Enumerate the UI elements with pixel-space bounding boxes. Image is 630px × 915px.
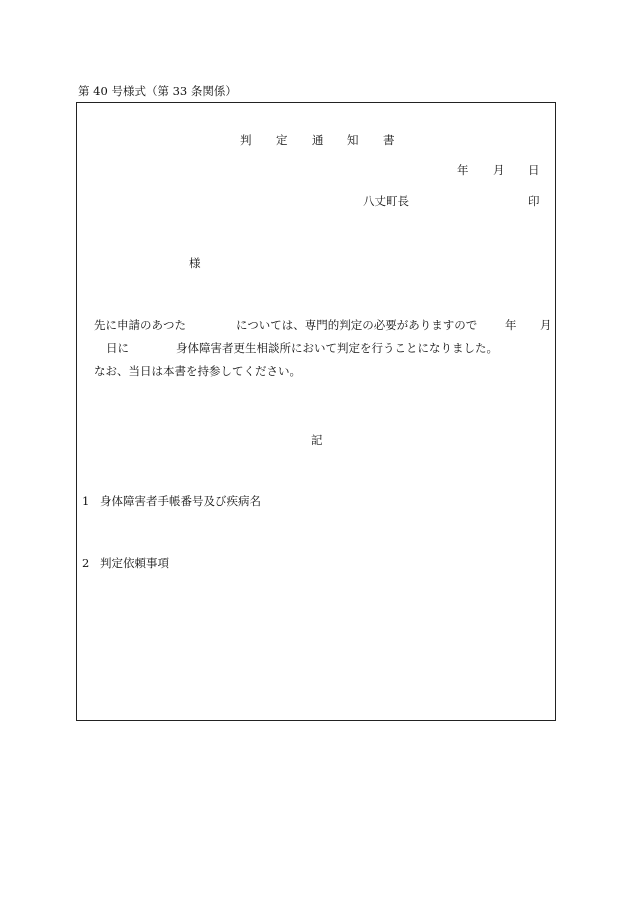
date-day: 日 [528, 163, 540, 177]
body-line1-b: については、専門的判定の必要がありますので [236, 318, 478, 332]
body-line1-a: 先に申請のあつた [94, 318, 186, 332]
issuer-name: 八丈町長 [363, 194, 409, 208]
date-month: 月 [493, 163, 505, 177]
item-1-number: 1 [82, 494, 90, 508]
item-1-label: 身体障害者手帳番号及び疾病名 [100, 494, 261, 508]
addressee-suffix: 様 [189, 256, 201, 270]
body-line1-year: 年 [505, 318, 517, 332]
form-label: 第 40 号様式（第 33 条関係） [78, 84, 237, 98]
body-line3: なお、当日は本書を持参してください。 [94, 364, 301, 378]
title-char-3: 通 [312, 133, 324, 147]
body-line1-month: 月 [540, 318, 552, 332]
title-char-2: 定 [276, 133, 288, 147]
ki-heading: 記 [311, 433, 323, 447]
title-char-1: 判 [240, 133, 252, 147]
body-line2-a: 日に [106, 341, 129, 355]
title-char-4: 知 [347, 133, 359, 147]
body-line2-b: 身体障害者更生相談所において判定を行うことになりました。 [176, 341, 498, 355]
date-year: 年 [457, 163, 469, 177]
item-2-number: 2 [82, 556, 90, 570]
item-2-label: 判定依頼事項 [100, 556, 169, 570]
form-frame [76, 102, 556, 721]
title-char-5: 書 [383, 133, 395, 147]
issuer-seal: 印 [528, 194, 540, 208]
